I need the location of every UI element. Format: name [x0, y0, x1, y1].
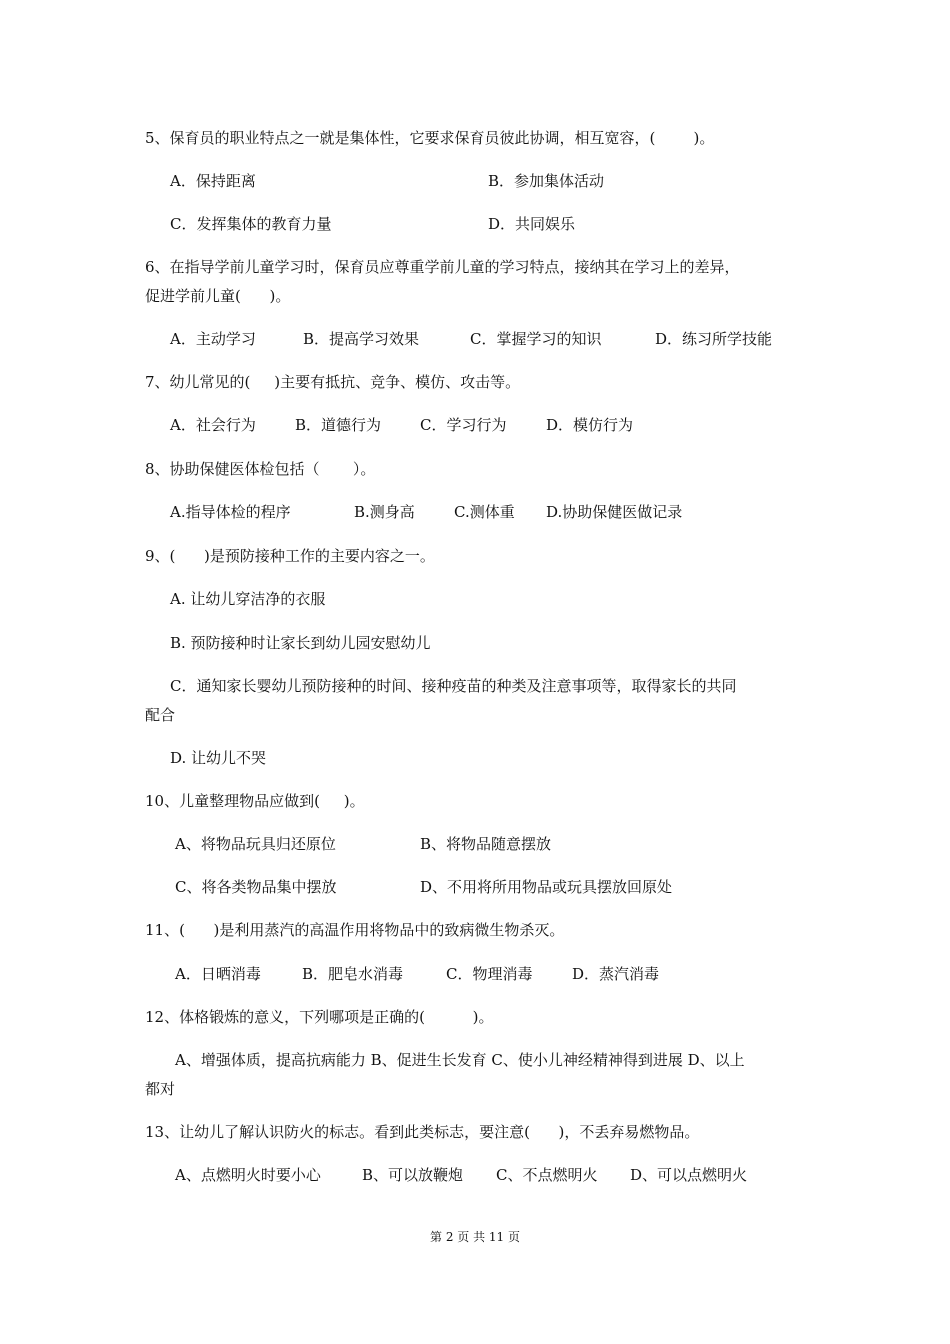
question-5-option-a: A．保持距离 — [170, 172, 256, 190]
question-9-option-b: B. 预防接种时让家长到幼儿园安慰幼儿 — [170, 634, 431, 652]
question-8-option-c: C.测体重 — [454, 503, 515, 521]
question-9-option-a: A. 让幼儿穿洁净的衣服 — [170, 590, 326, 608]
question-11-option-b: B．肥皂水消毒 — [302, 965, 404, 983]
question-10-option-c: C、将各类物品集中摆放 — [175, 878, 337, 896]
question-6-option-c: C．掌握学习的知识 — [470, 330, 602, 348]
question-13-option-d: D、可以点燃明火 — [630, 1166, 748, 1184]
page-number: 第 2 页 共 11 页 — [430, 1230, 520, 1244]
question-9-stem: 9、( )是预防接种工作的主要内容之一。 — [145, 547, 435, 565]
question-9-option-d: D. 让幼儿不哭 — [170, 749, 267, 767]
question-8-option-a: A.指导体检的程序 — [170, 503, 291, 521]
question-6-stem-line-1: 6、在指导学前儿童学习时，保育员应尊重学前儿童的学习特点，接纳其在学习上的差异， — [145, 258, 740, 276]
question-12-options-line-2: 都对 — [145, 1080, 176, 1098]
question-11-option-a: A．日晒消毒 — [175, 965, 261, 983]
question-11-option-d: D．蒸汽消毒 — [572, 965, 660, 983]
question-11-option-c: C．物理消毒 — [446, 965, 533, 983]
question-12-options-line-1: A、增强体质，提高抗病能力 B、促进生长发育 C、使小儿神经精神得到进展 D、以上 — [175, 1051, 745, 1069]
question-10-option-d: D、不用将所用物品或玩具摆放回原处 — [420, 878, 673, 896]
question-10-option-b: B、将物品随意摆放 — [420, 835, 552, 853]
question-11-stem: 11、( )是利用蒸汽的高温作用将物品中的致病微生物杀灭。 — [145, 921, 565, 939]
question-9-option-c: C．通知家长婴幼儿预防接种的时间、接种疫苗的种类及注意事项等，取得家长的共同 — [170, 677, 737, 695]
question-8-stem: 8、协助保健医体检包括（ ）。 — [145, 460, 376, 478]
question-7-option-a: A．社会行为 — [170, 416, 256, 434]
question-5-option-c: C．发挥集体的教育力量 — [170, 215, 332, 233]
question-8-option-d: D.协助保健医做记录 — [546, 503, 683, 521]
question-8-option-b: B.测身高 — [354, 503, 415, 521]
question-6-option-b: B．提高学习效果 — [303, 330, 420, 348]
question-5-stem: 5、保育员的职业特点之一就是集体性，它要求保育员彼此协调，相互宽容，( )。 — [145, 129, 715, 147]
question-7-option-b: B．道德行为 — [295, 416, 382, 434]
question-6-stem-line-2: 促进学前儿童( )。 — [145, 287, 291, 305]
question-5-option-d: D．共同娱乐 — [488, 215, 576, 233]
page-footer — [0, 1229, 950, 1245]
question-13-option-b: B、可以放鞭炮 — [362, 1166, 464, 1184]
question-10-stem: 10、儿童整理物品应做到( )。 — [145, 792, 365, 810]
question-9-option-c-continued: 配合 — [145, 706, 176, 724]
question-12-stem: 12、体格锻炼的意义，下列哪项是正确的( )。 — [145, 1008, 494, 1026]
question-13-option-a: A、点燃明火时要小心 — [175, 1166, 321, 1184]
question-13-stem: 13、让幼儿了解认识防火的标志。看到此类标志，要注意( )，不丢弃易燃物品。 — [145, 1123, 700, 1141]
question-7-option-c: C．学习行为 — [420, 416, 507, 434]
question-10-option-a: A、将物品玩具归还原位 — [175, 835, 336, 853]
question-13-option-c: C、不点燃明火 — [496, 1166, 598, 1184]
question-7-stem: 7、幼儿常见的( )主要有抵抗、竞争、模仿、攻击等。 — [145, 373, 521, 391]
question-7-option-d: D．模仿行为 — [546, 416, 634, 434]
question-6-option-d: D．练习所学技能 — [655, 330, 773, 348]
question-6-option-a: A．主动学习 — [170, 330, 256, 348]
question-5-option-b: B．参加集体活动 — [488, 172, 605, 190]
